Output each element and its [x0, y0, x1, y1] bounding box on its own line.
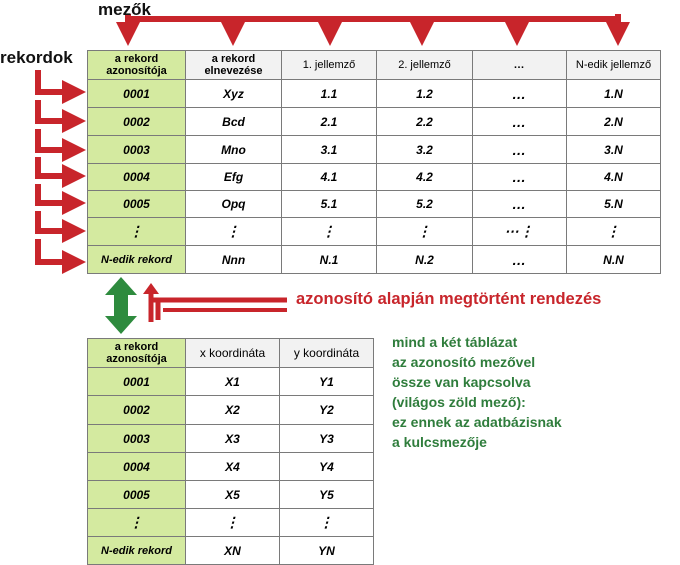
- cell-id: 0002: [88, 396, 186, 425]
- record-arrow-3: [38, 129, 74, 150]
- header-ellipsis: …: [473, 51, 567, 80]
- table-row: [88, 453, 374, 481]
- table-row: [88, 537, 374, 565]
- cell-y: Y5: [280, 481, 374, 509]
- cell-id: 0005: [88, 481, 186, 509]
- cell-name: Efg: [186, 164, 282, 191]
- cell-x: X4: [186, 453, 280, 481]
- cell-ellipsis: …: [473, 246, 567, 274]
- cell-x: X5: [186, 481, 280, 509]
- cell-attr-1: ⋮: [282, 218, 377, 246]
- cell-x: XN: [186, 537, 280, 565]
- header-x-coordinate: x koordináta: [186, 339, 280, 368]
- record-arrow-2: [38, 100, 74, 121]
- record-arrow-5: [38, 184, 74, 203]
- coordinates-table: [87, 338, 374, 565]
- record-arrow-6: [38, 211, 74, 231]
- cell-attr-2: 5.2: [377, 191, 473, 218]
- cell-attr-1: 3.1: [282, 136, 377, 164]
- cell-attr-n: N.N: [567, 246, 661, 274]
- cell-id: 0003: [88, 136, 186, 164]
- cell-attr-n: ⋮: [567, 218, 661, 246]
- records-table-header: [88, 51, 661, 80]
- records-table: [87, 50, 661, 274]
- fields-label: mezők: [98, 0, 151, 19]
- cell-id: N-edik rekord: [88, 537, 186, 565]
- table-row: [88, 368, 374, 396]
- cell-id: ⋮: [88, 509, 186, 537]
- cell-y: Y4: [280, 453, 374, 481]
- cell-attr-1: 5.1: [282, 191, 377, 218]
- header-record-id: a rekord azonosítója: [88, 51, 186, 80]
- header-record-id: a rekord azonosítója: [88, 339, 186, 368]
- sort-caption: azonosító alapján megtörtént rendezés: [296, 290, 602, 308]
- coordinates-table-header: [88, 339, 374, 368]
- cell-attr-n: 1.N: [567, 80, 661, 108]
- cell-name: Opq: [186, 191, 282, 218]
- header-y-coordinate: y koordináta: [280, 339, 374, 368]
- cell-attr-1: N.1: [282, 246, 377, 274]
- sort-arrow: [143, 283, 287, 322]
- cell-id: N-edik rekord: [88, 246, 186, 274]
- table-row: [88, 108, 661, 136]
- cell-attr-2: 1.2: [377, 80, 473, 108]
- table-row: [88, 396, 374, 425]
- cell-attr-1: 1.1: [282, 80, 377, 108]
- table-row: [88, 425, 374, 453]
- cell-id: 0001: [88, 80, 186, 108]
- cell-attr-n: 2.N: [567, 108, 661, 136]
- table-row: [88, 218, 661, 246]
- cell-name: Xyz: [186, 80, 282, 108]
- cell-y: ⋮: [280, 509, 374, 537]
- header-attr-n: N-edik jellemző: [567, 51, 661, 80]
- cell-name: ⋮: [186, 218, 282, 246]
- cell-name: Bcd: [186, 108, 282, 136]
- cell-ellipsis: …: [473, 80, 567, 108]
- cell-y: YN: [280, 537, 374, 565]
- cell-attr-2: N.2: [377, 246, 473, 274]
- cell-attr-n: 5.N: [567, 191, 661, 218]
- cell-attr-2: 3.2: [377, 136, 473, 164]
- cell-x: X1: [186, 368, 280, 396]
- note-line: az azonosító mezővel: [392, 354, 536, 370]
- cell-ellipsis: …: [473, 136, 567, 164]
- cell-attr-2: 4.2: [377, 164, 473, 191]
- cell-attr-2: 2.2: [377, 108, 473, 136]
- cell-id: 0002: [88, 108, 186, 136]
- header-attr-1: 1. jellemző: [282, 51, 377, 80]
- cell-attr-n: 4.N: [567, 164, 661, 191]
- note-line: a kulcsmezője: [392, 434, 487, 450]
- record-arrow-7: [38, 239, 74, 262]
- cell-attr-2: ⋮: [377, 218, 473, 246]
- field-arrow-bar: [128, 14, 618, 19]
- header-record-name: a rekord elnevezése: [186, 51, 282, 80]
- cell-y: Y1: [280, 368, 374, 396]
- cell-x: X3: [186, 425, 280, 453]
- table-row: [88, 246, 661, 274]
- cell-y: Y3: [280, 425, 374, 453]
- cell-id: 0001: [88, 368, 186, 396]
- cell-attr-n: 3.N: [567, 136, 661, 164]
- note-line: össze van kapcsolva: [392, 374, 531, 390]
- cell-id: 0004: [88, 453, 186, 481]
- table-row: [88, 136, 661, 164]
- cell-x: ⋮: [186, 509, 280, 537]
- cell-ellipsis: …: [473, 191, 567, 218]
- cell-x: X2: [186, 396, 280, 425]
- cell-id: 0004: [88, 164, 186, 191]
- cell-attr-1: 4.1: [282, 164, 377, 191]
- cell-id: 0005: [88, 191, 186, 218]
- cell-name: Nnn: [186, 246, 282, 274]
- cell-id: 0003: [88, 425, 186, 453]
- record-arrow-1: [38, 70, 74, 92]
- green-double-arrow: [105, 277, 137, 334]
- record-arrows: [38, 70, 74, 262]
- table-row: [88, 481, 374, 509]
- cell-id: ⋮: [88, 218, 186, 246]
- table-row: [88, 191, 661, 218]
- cell-name: Mno: [186, 136, 282, 164]
- records-label: rekordok: [0, 48, 73, 67]
- record-arrow-4: [38, 157, 74, 176]
- cell-attr-1: 2.1: [282, 108, 377, 136]
- table-row: [88, 80, 661, 108]
- note-line: ez ennek az adatbázisnak: [392, 414, 562, 430]
- cell-ellipsis: ⋯⋮: [473, 218, 567, 246]
- note-line: mind a két táblázat: [392, 334, 518, 350]
- cell-y: Y2: [280, 396, 374, 425]
- cell-ellipsis: …: [473, 108, 567, 136]
- table-row: [88, 509, 374, 537]
- field-arrows: [128, 14, 618, 34]
- note-line: (világos zöld mező):: [392, 394, 526, 410]
- header-attr-2: 2. jellemző: [377, 51, 473, 80]
- table-row: [88, 164, 661, 191]
- cell-ellipsis: …: [473, 164, 567, 191]
- key-field-note: [392, 332, 562, 452]
